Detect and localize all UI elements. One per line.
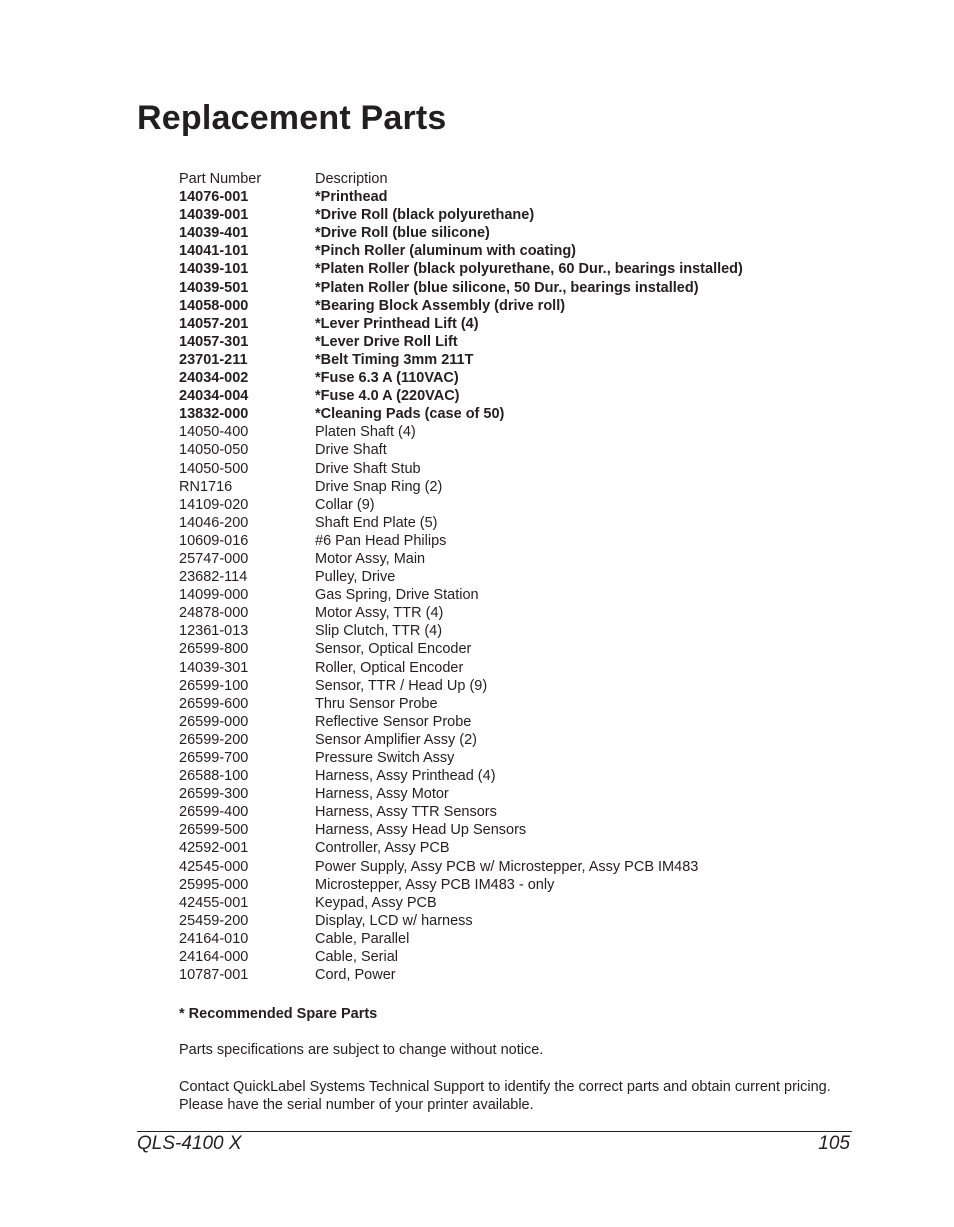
part-number-cell: 14109-020 — [179, 496, 249, 513]
part-number-cell: 25995-000 — [179, 876, 249, 893]
part-number-cell: 26599-800 — [179, 641, 249, 658]
description-cell: Platen Shaft (4) — [315, 424, 416, 441]
table-row — [179, 803, 859, 821]
description-cell: *Belt Timing 3mm 211T — [315, 351, 474, 368]
description-cell: *Fuse 6.3 A (110VAC) — [315, 370, 459, 387]
table-row — [179, 749, 859, 767]
part-number-cell: 14039-001 — [179, 207, 249, 224]
table-row — [179, 188, 859, 206]
description-cell: Shaft End Plate (5) — [315, 514, 438, 531]
description-cell: Pressure Switch Assy — [315, 750, 455, 766]
part-number-cell: 42455-001 — [179, 894, 249, 911]
part-number-cell: 24164-000 — [179, 949, 249, 966]
table-header-row — [179, 170, 859, 188]
contact-note-line-1: Contact QuickLabel Systems Technical Support to identify the correct parts and obtain current pricing. — [179, 1078, 831, 1095]
part-number-cell: 10787-001 — [179, 967, 249, 984]
description-cell: Pulley, Drive — [315, 569, 396, 586]
table-row — [179, 568, 859, 586]
parts-table — [179, 170, 859, 984]
description-cell: Cord, Power — [315, 967, 396, 984]
table-row — [179, 930, 859, 948]
table-row — [179, 423, 859, 441]
part-number-header: Part Number — [179, 171, 262, 187]
description-cell: Slip Clutch, TTR (4) — [315, 623, 443, 640]
part-number-cell: 14076-001 — [179, 189, 249, 206]
part-number-cell: 14057-301 — [179, 333, 249, 350]
table-row — [179, 894, 859, 912]
table-row — [179, 713, 859, 731]
table-row — [179, 297, 859, 315]
table-row — [179, 224, 859, 242]
table-row — [179, 369, 859, 387]
table-row — [179, 640, 859, 658]
table-row — [179, 333, 859, 351]
part-number-cell: 26599-000 — [179, 713, 249, 730]
description-cell: Reflective Sensor Probe — [315, 713, 472, 730]
table-row — [179, 622, 859, 640]
part-number-cell: 14050-400 — [179, 424, 249, 441]
table-row — [179, 478, 859, 496]
contact-note-line-2: Please have the serial number of your printer available. — [179, 1096, 534, 1113]
part-number-cell: 23682-114 — [179, 569, 248, 586]
part-number-cell: 26599-500 — [179, 822, 249, 839]
description-cell: Sensor Amplifier Assy (2) — [315, 731, 477, 748]
table-row — [179, 586, 859, 604]
part-number-cell: 14099-000 — [179, 587, 249, 604]
description-cell: #6 Pan Head Philips — [315, 532, 447, 549]
footer-page-number: 105 — [818, 1133, 850, 1154]
part-number-cell: 26599-400 — [179, 804, 249, 821]
table-row — [179, 387, 859, 405]
part-number-cell: 26588-100 — [179, 768, 249, 785]
description-cell: Collar (9) — [315, 496, 375, 513]
description-cell: Harness, Assy Printhead (4) — [315, 768, 496, 785]
description-cell: *Drive Roll (black polyurethane) — [315, 207, 535, 224]
description-cell: *Lever Drive Roll Lift — [315, 333, 458, 350]
table-row — [179, 315, 859, 333]
table-row — [179, 858, 859, 876]
table-row — [179, 966, 859, 984]
part-number-cell: 14039-401 — [179, 225, 249, 242]
part-number-cell: 14057-201 — [179, 315, 249, 332]
table-row — [179, 604, 859, 622]
part-number-cell: 25747-000 — [179, 550, 249, 567]
table-row — [179, 260, 859, 278]
table-row — [179, 460, 859, 478]
table-row — [179, 912, 859, 930]
table-row — [179, 206, 859, 224]
description-cell: *Fuse 4.0 A (220VAC) — [315, 388, 460, 405]
part-number-cell: 26599-100 — [179, 677, 249, 694]
description-cell: *Lever Printhead Lift (4) — [315, 315, 479, 332]
part-number-cell: 24034-002 — [179, 370, 249, 387]
part-number-cell: 14050-050 — [179, 442, 249, 459]
description-cell: Drive Snap Ring (2) — [315, 478, 443, 495]
table-row — [179, 405, 859, 423]
description-cell: Motor Assy, TTR (4) — [315, 605, 444, 622]
description-cell: *Cleaning Pads (case of 50) — [315, 406, 505, 423]
part-number-cell: 14041-101 — [179, 243, 249, 260]
table-row — [179, 695, 859, 713]
part-number-cell: 14039-301 — [179, 659, 249, 676]
description-cell: Thru Sensor Probe — [315, 695, 438, 712]
table-row — [179, 532, 859, 550]
part-number-cell: 12361-013 — [179, 623, 249, 640]
description-cell: *Platen Roller (blue silicone, 50 Dur., bearings installed) — [315, 279, 699, 296]
description-cell: Microstepper, Assy PCB IM483 - only — [315, 876, 555, 893]
description-cell: Harness, Assy Head Up Sensors — [315, 822, 527, 839]
part-number-cell: 14046-200 — [179, 514, 249, 531]
table-row — [179, 550, 859, 568]
description-cell: Harness, Assy Motor — [315, 786, 449, 803]
description-cell: Harness, Assy TTR Sensors — [315, 804, 497, 821]
part-number-cell: 23701-211 — [179, 351, 248, 368]
footer-model-name: QLS-4100 X — [137, 1133, 242, 1154]
table-row — [179, 677, 859, 695]
part-number-cell: 25459-200 — [179, 912, 249, 929]
table-row — [179, 731, 859, 749]
specifications-note: Parts specifications are subject to change without notice. — [179, 1042, 544, 1059]
table-row — [179, 441, 859, 459]
table-row — [179, 242, 859, 260]
part-number-cell: 26599-600 — [179, 695, 249, 712]
table-row — [179, 514, 859, 532]
part-number-cell: 14039-101 — [179, 261, 249, 278]
part-number-cell: 24034-004 — [179, 388, 249, 405]
part-number-cell: 42592-001 — [179, 840, 249, 857]
description-cell: *Bearing Block Assembly (drive roll) — [315, 297, 566, 314]
part-number-cell: RN1716 — [179, 478, 233, 495]
description-cell: Motor Assy, Main — [315, 550, 426, 567]
part-number-cell: 24878-000 — [179, 605, 249, 622]
description-cell: Display, LCD w/ harness — [315, 912, 473, 929]
page-title: Replacement Parts — [137, 99, 447, 137]
description-cell: Drive Shaft — [315, 442, 387, 459]
table-row — [179, 496, 859, 514]
part-number-cell: 42545-000 — [179, 858, 249, 875]
table-row — [179, 279, 859, 297]
part-number-cell: 14039-501 — [179, 279, 249, 296]
part-number-cell: 26599-300 — [179, 786, 249, 803]
description-cell: Power Supply, Assy PCB w/ Microstepper, Assy PCB IM483 — [315, 858, 699, 875]
table-row — [179, 785, 859, 803]
description-cell: Drive Shaft Stub — [315, 460, 421, 477]
table-body — [179, 188, 859, 984]
table-row — [179, 948, 859, 966]
table-row — [179, 876, 859, 894]
footer-divider — [137, 1131, 852, 1132]
table-row — [179, 839, 859, 857]
recommended-spares-note: * Recommended Spare Parts — [179, 1006, 378, 1022]
table-row — [179, 659, 859, 677]
part-number-cell: 10609-016 — [179, 532, 249, 549]
description-header: Description — [315, 171, 388, 187]
table-row — [179, 767, 859, 785]
part-number-cell: 14050-500 — [179, 460, 249, 477]
description-cell: Keypad, Assy PCB — [315, 894, 437, 911]
description-cell: Sensor, TTR / Head Up (9) — [315, 677, 488, 694]
description-cell: Controller, Assy PCB — [315, 840, 450, 857]
description-cell: *Drive Roll (blue silicone) — [315, 225, 490, 242]
description-cell: *Pinch Roller (aluminum with coating) — [315, 243, 577, 260]
description-cell: Cable, Serial — [315, 949, 399, 966]
description-cell: Roller, Optical Encoder — [315, 659, 464, 676]
description-cell: Gas Spring, Drive Station — [315, 587, 479, 604]
part-number-cell: 26599-200 — [179, 731, 249, 748]
part-number-cell: 14058-000 — [179, 297, 249, 314]
description-cell: Cable, Parallel — [315, 930, 410, 947]
part-number-cell: 24164-010 — [179, 930, 249, 947]
part-number-cell: 26599-700 — [179, 750, 249, 766]
notes-section — [179, 1005, 879, 1114]
table-row — [179, 351, 859, 369]
description-cell: *Printhead — [315, 189, 388, 206]
description-cell: *Platen Roller (black polyurethane, 60 Dur., bearings installed) — [315, 261, 743, 278]
part-number-cell: 13832-000 — [179, 406, 249, 423]
description-cell: Sensor, Optical Encoder — [315, 641, 472, 658]
table-row — [179, 821, 859, 839]
